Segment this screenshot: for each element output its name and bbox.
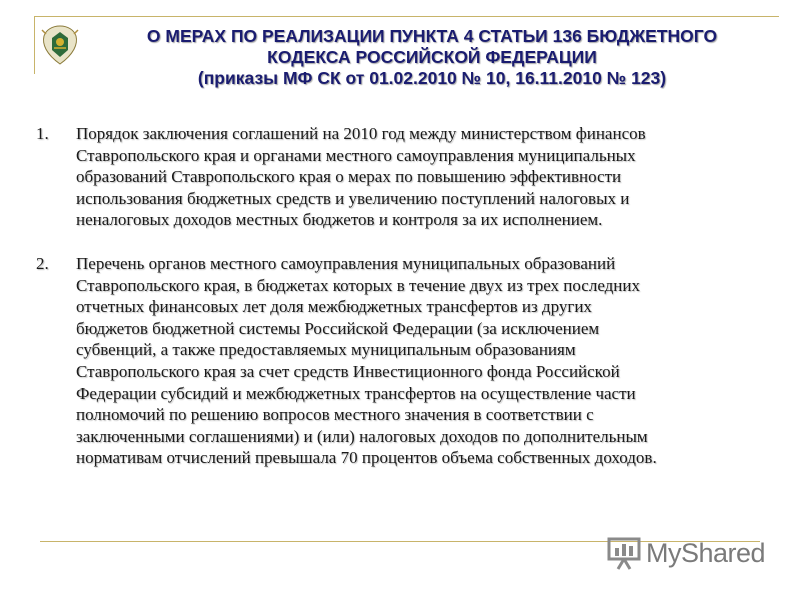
watermark <box>606 533 765 573</box>
text-line: Ставропольского края за счет средств Инвестиционного фонда Российской <box>76 361 620 381</box>
presentation-board-icon <box>606 535 642 571</box>
list-item-number: 1. <box>36 124 49 143</box>
text-line: заключенными соглашениями) и (или) налоговых доходов по дополнительным <box>76 426 648 446</box>
text-line: Порядок заключения соглашений на 2010 год между министерством финансов <box>76 124 646 143</box>
text-line: нормативам отчислений превышала 70 процентов объема собственных доходов. <box>76 448 657 468</box>
watermark-text: MyShared <box>646 537 766 568</box>
text-line: отчетных финансовых лет доля межбюджетных трансфертов из других <box>76 297 592 317</box>
list-item-text <box>76 123 646 231</box>
text-line: Ставропольского края и органами местного самоуправления муниципальных <box>76 145 636 165</box>
list-item-number: 2. <box>36 253 49 273</box>
text-line: Ставропольского края, в бюджетах которых в течение двух из трех последних <box>76 275 641 295</box>
text-line: субвенций, а также предоставляемых муниципальным образованиям <box>76 340 576 360</box>
header-frame-top <box>34 16 779 17</box>
text-line: полномочий по решению вопросов местного значения в соответствии с <box>76 405 594 425</box>
list-item <box>36 253 776 469</box>
title-line: КОДЕКСА РОССИЙСКОЙ ФЕДЕРАЦИИ <box>267 47 597 67</box>
header-frame-left <box>34 16 35 74</box>
title-subtitle: (приказы МФ СК от 01.02.2010 № 10, 16.11.2010 № 123) <box>197 68 667 88</box>
text-line: образований Ставропольского края о мерах по повышению эффективности <box>76 167 622 187</box>
page-title <box>82 26 782 89</box>
title-line: О МЕРАХ ПО РЕАЛИЗАЦИИ ПУНКТА 4 СТАТЬИ 136 БЮДЖЕТНОГО <box>146 26 718 46</box>
list-item <box>36 123 776 231</box>
text-line: бюджетов бюджетной системы Российской Федерации (за исключением <box>76 318 600 338</box>
text-line: использования бюджетных средств и увеличению поступлений налоговых и <box>76 188 630 208</box>
text-line: Федерации субсидий и межбюджетных трансфертов на осуществление части <box>76 383 636 403</box>
text-line: неналоговых доходов местных бюджетов и контроля за их исполнением. <box>76 210 603 230</box>
numbered-list <box>36 123 776 491</box>
coat-of-arms-emblem <box>40 24 80 66</box>
text-line: Перечень органов местного самоуправления муниципальных образований <box>76 253 616 273</box>
list-item-text <box>76 253 657 469</box>
